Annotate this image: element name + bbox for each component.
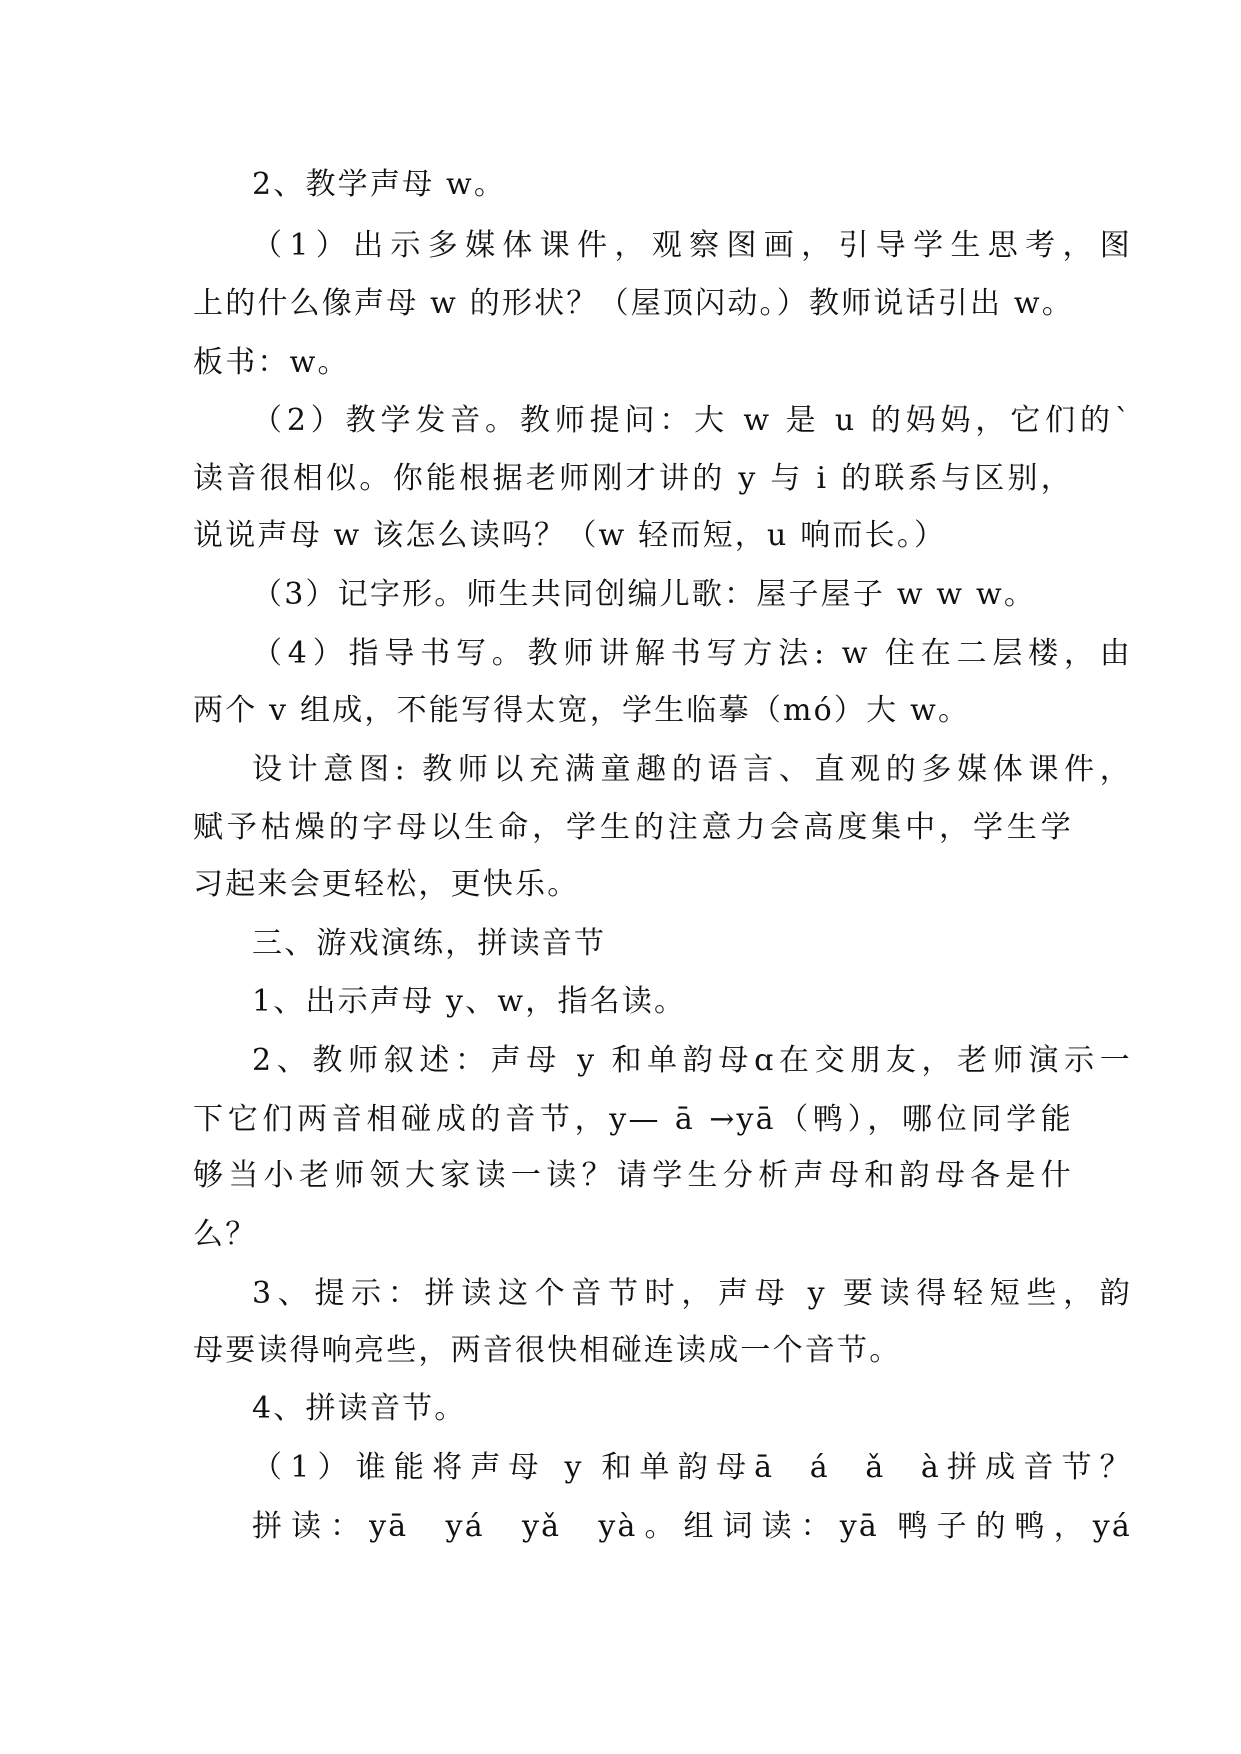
paragraph-line: 说说声母 w 该怎么读吗？（w 轻而短，u 响而长。） [193,518,947,553]
paragraph-line: 拼读：yā yá yǎ yà。组词读：yā 鸭子的鸭，yá [252,1509,1133,1544]
paragraph-line: 下它们两音相碰成的音节，y— ā →yā（鸭），哪位同学能 [193,1102,1073,1137]
paragraph-line: 设计意图: 教师以充满童趣的语言、直观的多媒体课件， [252,752,1132,787]
paragraph-line: 4、拼读音节。 [252,1391,467,1426]
paragraph-line: （3）记字形。师生共同创编儿歌：屋子屋子 w w w。 [252,577,1037,612]
paragraph-line: （2）教学发音。教师提问：大 w 是 u 的妈妈，它们的` [252,403,1132,438]
paragraph-line: 3、提示：拼读这个音节时，声母 y 要读得轻短些，韵 [252,1276,1132,1311]
paragraph-line: 板书：w。 [193,345,350,380]
paragraph-line: 习起来会更轻松，更快乐。 [193,867,580,902]
paragraph-line: 么？ [193,1217,258,1252]
paragraph-line: 母要读得响亮些，两音很快相碰连读成一个音节。 [193,1333,902,1368]
paragraph-line: 上的什么像声母 w 的形状？（屋顶闪动。）教师说话引出 w。 [193,286,1074,321]
paragraph-line: 两个 v 组成，不能写得太宽，学生临摹（mó）大 w。 [193,693,971,728]
section-heading-teach-w: 2、教学声母 w。 [252,167,507,202]
paragraph-line: 读音很相似。你能根据老师刚才讲的 y 与 i 的联系与区别， [193,461,1073,496]
paragraph-line: 2、教师叙述：声母 y 和单韵母ɑ在交朋友，老师演示一 [252,1043,1132,1078]
paragraph-line: 赋予枯燥的字母以生命，学生的注意力会高度集中，学生学 [193,810,1073,845]
paragraph-line: （1）出示多媒体课件，观察图画，引导学生思考，图 [252,228,1132,263]
paragraph-line: （4）指导书写。教师讲解书写方法: w 住在二层楼，由 [252,636,1132,671]
section-heading-game-practice: 三、游戏演练，拼读音节 [252,926,607,961]
paragraph-line: 够当小老师领大家读一读？请学生分析声母和韵母各是什 [193,1158,1073,1193]
paragraph-line: （1）谁能将声母 y 和单韵母ā á ǎ à拼成音节？ [252,1450,1132,1485]
paragraph-line: 1、出示声母 y、w，指名读。 [252,984,687,1019]
